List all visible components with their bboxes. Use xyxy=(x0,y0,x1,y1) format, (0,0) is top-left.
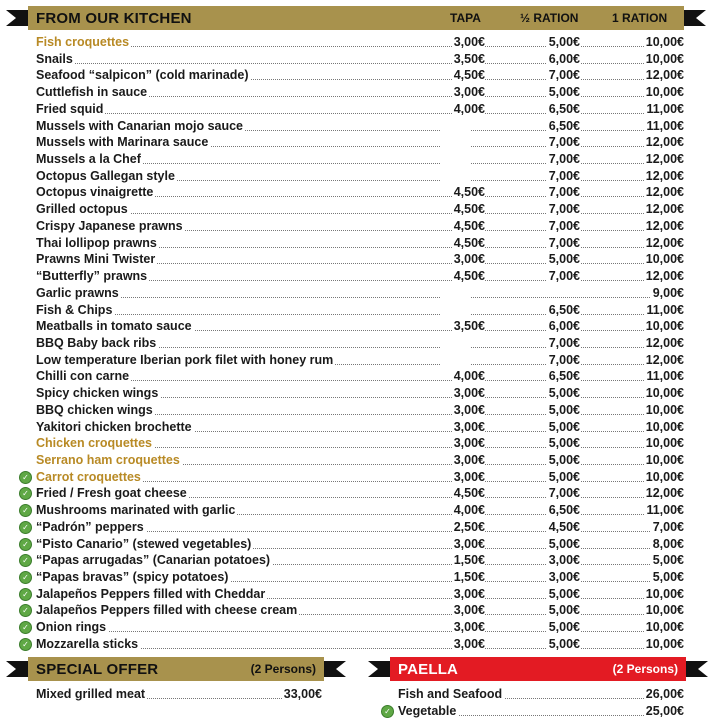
menu-item-row xyxy=(22,519,684,536)
price-half-ration: 7,00€ xyxy=(548,135,580,150)
column-gap xyxy=(440,335,470,352)
price-half-ration: 5,00€ xyxy=(548,636,580,651)
leader-dots xyxy=(36,213,684,214)
price-half-ration: 7,00€ xyxy=(548,168,580,183)
column-gap xyxy=(440,302,470,319)
item-name: Fried / Fresh goat cheese xyxy=(36,486,187,501)
price-half-ration: 7,00€ xyxy=(548,335,580,350)
ribbon-flag-left-icon xyxy=(368,661,390,677)
price-half-ration: 5,00€ xyxy=(548,620,580,635)
menu-item-row xyxy=(36,335,684,352)
item-price: 33,00€ xyxy=(283,687,322,701)
menu-item-row xyxy=(22,502,684,519)
price-half-ration: 6,50€ xyxy=(548,118,580,133)
menu-item-row xyxy=(36,201,684,218)
price-half-ration: 5,00€ xyxy=(548,469,580,484)
price-tapa: 4,50€ xyxy=(453,68,485,83)
item-name: Jalapeños Peppers filled with cheese cream xyxy=(36,603,298,618)
kitchen-title: FROM OUR KITCHEN xyxy=(36,9,192,27)
paella-title: PAELLA xyxy=(398,660,459,678)
price-half-ration: 4,50€ xyxy=(548,519,580,534)
menu-item-row xyxy=(36,184,684,201)
price-one-ration: 12,00€ xyxy=(645,352,684,367)
item-name: Mussels with Marinara sauce xyxy=(36,135,209,150)
price-one-ration: 12,00€ xyxy=(645,152,684,167)
price-half-ration: 5,00€ xyxy=(548,453,580,467)
leader-dots xyxy=(36,63,684,64)
paella-item xyxy=(398,686,684,702)
price-half-ration: 7,00€ xyxy=(548,185,580,200)
leader-dots xyxy=(36,380,684,381)
price-tapa: 3,50€ xyxy=(453,319,485,334)
price-tapa: 4,50€ xyxy=(453,235,485,250)
price-half-ration: 5,00€ xyxy=(548,603,580,618)
menu-item-row xyxy=(36,251,684,268)
price-tapa: 3,00€ xyxy=(453,436,485,451)
price-half-ration: 5,00€ xyxy=(548,35,580,49)
price-one-ration: 10,00€ xyxy=(645,603,684,618)
item-name: Vegetable xyxy=(398,704,457,718)
price-tapa: 3,50€ xyxy=(453,51,485,66)
item-name: Spicy chicken wings xyxy=(36,386,159,401)
price-half-ration: 7,00€ xyxy=(548,352,580,367)
item-name: Octopus Gallegan style xyxy=(36,168,175,183)
price-half-ration: 5,00€ xyxy=(548,386,580,401)
menu-item-row xyxy=(22,536,684,553)
paella-item xyxy=(384,703,684,719)
item-name: “Papas bravas” (spicy potatoes) xyxy=(36,570,229,585)
menu-item-row xyxy=(36,268,684,285)
price-tapa: 3,00€ xyxy=(453,536,485,551)
price-tapa: 3,00€ xyxy=(453,453,485,467)
menu-item-row xyxy=(36,118,684,135)
vegetarian-check-icon: ✓ xyxy=(19,621,32,634)
price-half-ration: 7,00€ xyxy=(548,202,580,217)
menu-item-row xyxy=(36,402,684,419)
ribbon-flag-right-icon xyxy=(686,661,708,677)
price-half-ration: 5,00€ xyxy=(548,402,580,417)
price-half-ration: 7,00€ xyxy=(548,486,580,501)
column-gap xyxy=(440,134,470,151)
price-tapa: 4,00€ xyxy=(453,101,485,116)
price-tapa: 4,50€ xyxy=(453,269,485,284)
menu-item-row xyxy=(36,352,684,369)
item-name: Octopus vinaigrette xyxy=(36,185,154,200)
vegetarian-check-icon: ✓ xyxy=(19,471,32,484)
price-one-ration: 10,00€ xyxy=(645,586,684,601)
price-one-ration: 8,00€ xyxy=(652,536,684,551)
price-half-ration: 6,50€ xyxy=(548,369,580,384)
item-name: BBQ chicken wings xyxy=(36,402,153,417)
item-name: Meatballs in tomato sauce xyxy=(36,319,192,334)
item-name: “Butterfly” prawns xyxy=(36,269,148,284)
item-name: Cuttlefish in sauce xyxy=(36,85,148,100)
column-gap xyxy=(440,118,470,135)
column-header-half-ration: ½ RATION xyxy=(520,11,579,25)
menu-item-row xyxy=(36,235,684,252)
menu-item-row xyxy=(36,84,684,101)
item-name: Prawns Mini Twister xyxy=(36,252,156,267)
price-one-ration: 10,00€ xyxy=(645,636,684,651)
leader-dots xyxy=(36,314,684,315)
price-tapa: 3,00€ xyxy=(453,85,485,100)
column-gap xyxy=(440,285,470,302)
price-one-ration: 10,00€ xyxy=(645,620,684,635)
leader-dots xyxy=(36,113,684,114)
price-half-ration: 7,00€ xyxy=(548,269,580,284)
paella-banner xyxy=(390,657,686,681)
menu-item-row xyxy=(36,168,684,185)
menu-item-row xyxy=(36,452,684,469)
leader-dots xyxy=(36,297,684,298)
menu-item-row xyxy=(22,569,684,586)
item-name: “Papas arrugadas” (Canarian potatoes) xyxy=(36,553,271,568)
price-tapa: 1,50€ xyxy=(453,570,485,585)
item-name: Fish croquettes xyxy=(36,35,130,49)
ribbon-flag-right-icon xyxy=(684,10,706,26)
price-tapa: 3,00€ xyxy=(453,620,485,635)
item-name: Fish & Chips xyxy=(36,302,113,317)
price-half-ration: 6,00€ xyxy=(548,51,580,66)
price-tapa: 4,50€ xyxy=(453,218,485,233)
price-one-ration: 12,00€ xyxy=(645,68,684,83)
price-one-ration: 10,00€ xyxy=(645,386,684,401)
price-tapa: 4,50€ xyxy=(453,185,485,200)
menu-item-row xyxy=(36,67,684,84)
price-one-ration: 11,00€ xyxy=(646,302,684,317)
price-tapa: 2,50€ xyxy=(453,519,485,534)
menu-item-row xyxy=(36,435,684,452)
vegetarian-check-icon: ✓ xyxy=(381,705,394,718)
price-tapa: 4,50€ xyxy=(453,202,485,217)
price-half-ration: 6,50€ xyxy=(548,503,580,518)
item-price: 25,00€ xyxy=(645,704,684,718)
item-name: Mussels with Canarian mojo sauce xyxy=(36,118,244,133)
price-one-ration: 10,00€ xyxy=(645,402,684,417)
item-name: Mozzarella sticks xyxy=(36,636,139,651)
menu-item-row xyxy=(36,101,684,118)
price-half-ration: 6,50€ xyxy=(548,101,580,116)
item-name: Low temperature Iberian pork filet with honey rum xyxy=(36,352,334,367)
price-one-ration: 12,00€ xyxy=(645,135,684,150)
menu-item-row xyxy=(22,619,684,636)
item-name: Garlic prawns xyxy=(36,285,119,300)
price-one-ration: 10,00€ xyxy=(645,453,684,467)
price-tapa: 3,00€ xyxy=(453,252,485,267)
price-half-ration: 7,00€ xyxy=(548,68,580,83)
vegetarian-check-icon: ✓ xyxy=(19,604,32,617)
price-tapa: 3,00€ xyxy=(453,586,485,601)
column-gap xyxy=(440,151,470,168)
item-name: Fried squid xyxy=(36,101,104,116)
menu-item-row xyxy=(36,151,684,168)
price-tapa: 4,50€ xyxy=(453,486,485,501)
item-name: Mixed grilled meat xyxy=(36,687,146,701)
price-one-ration: 5,00€ xyxy=(652,570,684,585)
menu-item-row xyxy=(36,218,684,235)
menu-item-row xyxy=(22,485,684,502)
price-half-ration: 3,00€ xyxy=(548,570,580,585)
price-half-ration: 5,00€ xyxy=(548,419,580,434)
item-name: BBQ Baby back ribs xyxy=(36,335,157,350)
price-tapa: 3,00€ xyxy=(453,636,485,651)
vegetarian-check-icon: ✓ xyxy=(19,554,32,567)
item-name: Thai lollipop prawns xyxy=(36,235,157,250)
price-one-ration: 10,00€ xyxy=(645,51,684,66)
special-offer-banner xyxy=(28,657,324,681)
item-name: Mushrooms marinated with garlic xyxy=(36,503,236,518)
item-name: Crispy Japanese prawns xyxy=(36,218,183,233)
item-name: “Pisto Canario” (stewed vegetables) xyxy=(36,536,252,551)
special-offer-title: SPECIAL OFFER xyxy=(36,660,159,678)
price-one-ration: 10,00€ xyxy=(645,85,684,100)
price-one-ration: 12,00€ xyxy=(645,218,684,233)
column-header-one-ration: 1 RATION xyxy=(612,11,668,25)
price-one-ration: 12,00€ xyxy=(645,235,684,250)
price-one-ration: 10,00€ xyxy=(645,35,684,49)
price-tapa: 3,00€ xyxy=(453,469,485,484)
price-half-ration: 5,00€ xyxy=(548,436,580,451)
price-one-ration: 11,00€ xyxy=(646,101,684,116)
price-one-ration: 11,00€ xyxy=(646,503,684,518)
vegetarian-check-icon: ✓ xyxy=(19,638,32,651)
price-one-ration: 12,00€ xyxy=(645,269,684,284)
vegetarian-check-icon: ✓ xyxy=(19,571,32,584)
menu-item-row xyxy=(36,302,684,319)
price-one-ration: 10,00€ xyxy=(645,419,684,434)
price-one-ration: 10,00€ xyxy=(645,319,684,334)
vegetarian-check-icon: ✓ xyxy=(19,538,32,551)
special-offer-item xyxy=(36,686,322,702)
price-tapa: 4,00€ xyxy=(453,369,485,384)
price-half-ration: 6,00€ xyxy=(548,319,580,334)
price-tapa: 3,00€ xyxy=(453,603,485,618)
menu-item-row xyxy=(36,51,684,68)
vegetarian-check-icon: ✓ xyxy=(19,504,32,517)
price-one-ration: 11,00€ xyxy=(646,369,684,384)
menu-item-row xyxy=(36,285,684,302)
price-one-ration: 11,00€ xyxy=(646,118,684,133)
leader-dots xyxy=(36,46,684,47)
item-name: Seafood “salpicon” (cold marinade) xyxy=(36,68,249,83)
price-half-ration: 5,00€ xyxy=(548,85,580,100)
item-name: Snails xyxy=(36,51,73,66)
column-gap xyxy=(440,352,470,369)
price-tapa: 3,00€ xyxy=(453,419,485,434)
price-half-ration: 6,50€ xyxy=(548,302,580,317)
item-name: Chilli con carne xyxy=(36,369,130,384)
item-name: Yakitori chicken brochette xyxy=(36,419,192,434)
price-tapa: 3,00€ xyxy=(453,402,485,417)
price-one-ration: 10,00€ xyxy=(645,252,684,267)
price-one-ration: 12,00€ xyxy=(645,486,684,501)
menu-item-row xyxy=(36,34,684,51)
menu-item-row xyxy=(22,602,684,619)
price-tapa: 3,00€ xyxy=(453,35,485,49)
column-gap xyxy=(440,168,470,185)
price-one-ration: 7,00€ xyxy=(652,519,684,534)
menu-item-row xyxy=(22,636,684,653)
price-half-ration: 5,00€ xyxy=(548,586,580,601)
price-half-ration: 7,00€ xyxy=(548,152,580,167)
leader-dots xyxy=(36,631,684,632)
price-tapa: 3,00€ xyxy=(453,386,485,401)
item-name: Chicken croquettes xyxy=(36,436,153,451)
menu-item-row xyxy=(22,586,684,603)
price-half-ration: 5,00€ xyxy=(548,252,580,267)
price-half-ration: 5,00€ xyxy=(548,536,580,551)
menu-item-row xyxy=(22,469,684,486)
kitchen-banner xyxy=(28,6,684,30)
item-name: Fish and Seafood xyxy=(398,687,503,701)
item-name: “Padrón” peppers xyxy=(36,519,144,534)
price-one-ration: 10,00€ xyxy=(645,436,684,451)
ribbon-flag-left-icon xyxy=(6,661,28,677)
price-tapa: 4,00€ xyxy=(453,503,485,518)
menu-item-row xyxy=(36,318,684,335)
price-tapa: 1,50€ xyxy=(453,553,485,568)
vegetarian-check-icon: ✓ xyxy=(19,588,32,601)
price-half-ration: 7,00€ xyxy=(548,235,580,250)
paella-subtitle: (2 Persons) xyxy=(612,662,678,676)
item-name: Onion rings xyxy=(36,620,107,635)
price-one-ration: 12,00€ xyxy=(645,335,684,350)
column-header-tapa: TAPA xyxy=(450,11,481,25)
item-name: Jalapeños Peppers filled with Cheddar xyxy=(36,586,266,601)
menu-item-row xyxy=(36,134,684,151)
price-half-ration: 3,00€ xyxy=(548,553,580,568)
price-one-ration: 12,00€ xyxy=(645,202,684,217)
price-one-ration: 5,00€ xyxy=(652,553,684,568)
item-price: 26,00€ xyxy=(645,687,684,701)
price-one-ration: 12,00€ xyxy=(645,168,684,183)
item-name: Grilled octopus xyxy=(36,202,128,217)
menu-item-row xyxy=(36,385,684,402)
item-name: Carrot croquettes xyxy=(36,469,141,484)
price-one-ration: 10,00€ xyxy=(645,469,684,484)
menu-item-row xyxy=(36,419,684,436)
vegetarian-check-icon: ✓ xyxy=(19,487,32,500)
ribbon-flag-right-icon xyxy=(324,661,346,677)
item-name: Mussels a la Chef xyxy=(36,152,141,167)
item-name: Serrano ham croquettes xyxy=(36,453,180,467)
special-offer-subtitle: (2 Persons) xyxy=(250,662,316,676)
price-one-ration: 12,00€ xyxy=(645,185,684,200)
ribbon-flag-left-icon xyxy=(6,10,28,26)
vegetarian-check-icon: ✓ xyxy=(19,521,32,534)
price-one-ration: 9,00€ xyxy=(652,285,684,300)
price-half-ration: 7,00€ xyxy=(548,218,580,233)
menu-item-row xyxy=(36,368,684,385)
menu-item-row xyxy=(22,552,684,569)
